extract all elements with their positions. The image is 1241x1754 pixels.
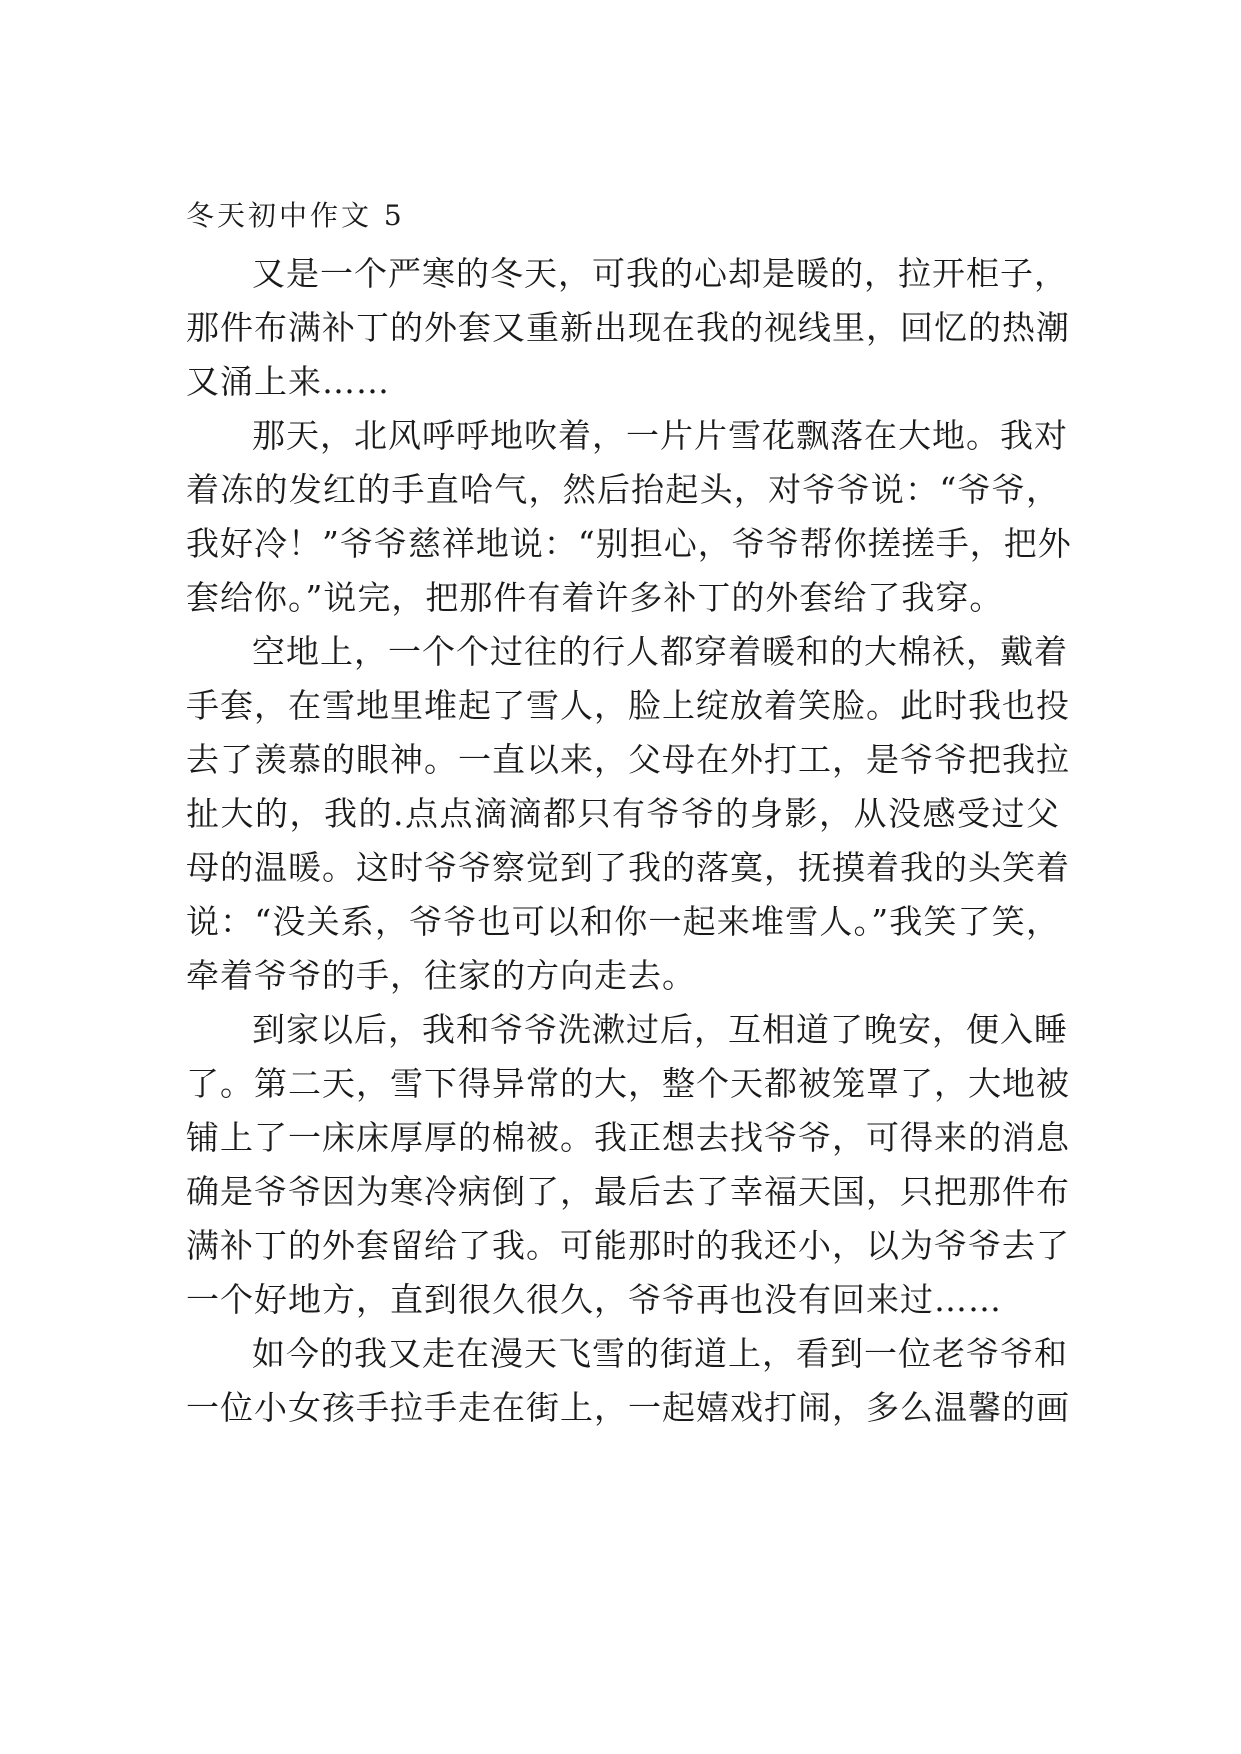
paragraph-2-line-3: 我好冷！”爷爷慈祥地说：“别担心，爷爷帮你搓搓手，把外 <box>186 524 1072 563</box>
paragraph-3-line-5: 母的温暖。这时爷爷察觉到了我的落寞，抚摸着我的头笑着 <box>186 848 1070 887</box>
paragraph-1-line-1: 又是一个严寒的冬天，可我的心却是暖的，拉开柜子， <box>252 254 1068 293</box>
paragraph-4-line-3: 铺上了一床床厚厚的棉被。我正想去找爷爷，可得来的消息 <box>186 1118 1070 1157</box>
paragraph-2-line-4: 套给你。”说完，把那件有着许多补丁的外套给了我穿。 <box>186 578 1004 617</box>
paragraph-3-line-2: 手套，在雪地里堆起了雪人，脸上绽放着笑脸。此时我也投 <box>186 686 1070 725</box>
paragraph-3-line-3: 去了羡慕的眼神。一直以来，父母在外打工，是爷爷把我拉 <box>186 740 1070 779</box>
paragraph-3-line-6: 说：“没关系，爷爷也可以和你一起来堆雪人。”我笑了笑， <box>186 902 1060 941</box>
paragraph-3-line-7: 牵着爷爷的手，往家的方向走去。 <box>186 956 696 995</box>
paragraph-5-line-1: 如今的我又走在漫天飞雪的街道上，看到一位老爷爷和 <box>252 1334 1068 1373</box>
paragraph-1-line-3: 又涌上来…… <box>186 362 390 401</box>
paragraph-2-line-1: 那天，北风呼呼地吹着，一片片雪花飘落在大地。我对 <box>252 416 1068 455</box>
document-title: 冬天初中作文 5 <box>186 199 405 232</box>
paragraph-4-line-2: 了。第二天，雪下得异常的大，整个天都被笼罩了，大地被 <box>186 1064 1070 1103</box>
paragraph-1-line-2: 那件布满补丁的外套又重新出现在我的视线里，回忆的热潮 <box>186 308 1070 347</box>
paragraph-4-line-5: 满补丁的外套留给了我。可能那时的我还小，以为爷爷去了 <box>186 1226 1070 1265</box>
paragraph-3-line-4: 扯大的，我的.点点滴滴都只有爷爷的身影，从没感受过父 <box>186 794 1060 833</box>
paragraph-4-line-4: 确是爷爷因为寒冷病倒了，最后去了幸福天国，只把那件布 <box>186 1172 1070 1211</box>
paragraph-4-line-6: 一个好地方，直到很久很久，爷爷再也没有回来过…… <box>186 1280 1002 1319</box>
paragraph-5-line-2: 一位小女孩手拉手走在街上，一起嬉戏打闹，多么温馨的画 <box>186 1388 1070 1427</box>
paragraph-2-line-2: 着冻的发红的手直哈气，然后抬起头，对爷爷说：“爷爷， <box>186 470 1060 509</box>
paragraph-3-line-1: 空地上，一个个过往的行人都穿着暖和的大棉袄，戴着 <box>252 632 1068 671</box>
paragraph-4-line-1: 到家以后，我和爷爷洗漱过后，互相道了晚安，便入睡 <box>252 1010 1068 1049</box>
